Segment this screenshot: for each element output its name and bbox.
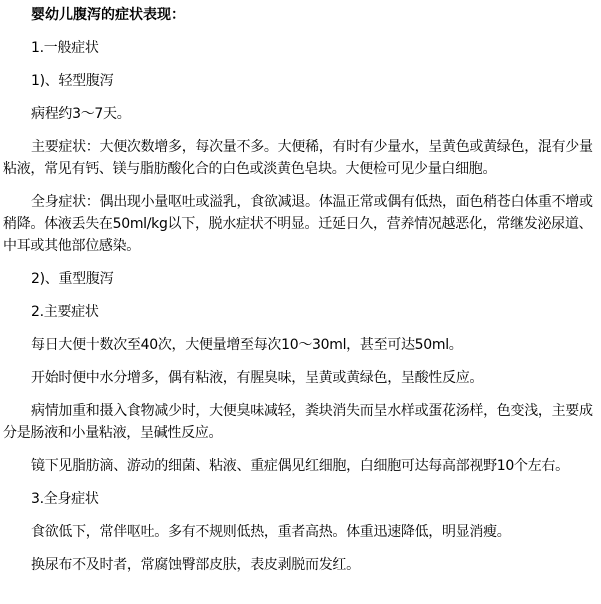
section-heading-main: 2.主要症状 [31, 304, 99, 320]
paragraph-systemic-symptoms: 全身症状：偶出现小量呕吐或溢乳，食欲减退。体温正常或偶有低热，面色稍苍白体重不增或稍降。体液丢失在50ml/kg以下，脱水症状不明显。迁延日久，营养情况越恶化，常继发泌尿道、中耳或其他部位感染。 [3, 194, 593, 254]
section-heading-systemic: 3.全身症状 [31, 491, 99, 507]
subsection-heading-severe: 2)、重型腹泻 [31, 271, 114, 287]
paragraph-frequency: 每日大便十数次至40次，大便量增至每次10～30ml，甚至可达50ml。 [31, 337, 463, 353]
paragraph-onset: 开始时便中水分增多，偶有粘液，有腥臭味，呈黄或黄绿色，呈酸性反应。 [31, 370, 484, 386]
paragraph-worsening: 病情加重和摄入食物减少时，大便臭味减轻，粪块消失而呈水样或蛋花汤样，色变浅，主要成分是肠液和小量粘液，呈碱性反应。 [3, 403, 593, 441]
paragraph-microscopy: 镜下见脂肪滴、游动的细菌、粘液、重症偶见红细胞，白细胞可达每高部视野10个左右。 [31, 458, 569, 474]
subsection-heading-mild: 1)、轻型腹泻 [31, 73, 114, 89]
paragraph-duration: 病程约3～7天。 [31, 106, 131, 122]
section-heading-general: 1.一般症状 [31, 40, 99, 56]
article-title: 婴幼儿腹泻的症状表现： [31, 7, 185, 23]
paragraph-diaper: 换尿布不及时者，常腐蚀臀部皮肤，表皮剥脱而发红。 [31, 557, 360, 573]
paragraph-appetite: 食欲低下，常伴呕吐。多有不规则低热，重者高热。体重迅速降低，明显消瘦。 [31, 524, 511, 540]
paragraph-main-symptoms: 主要症状：大便次数增多，每次量不多。大便稀，有时有少量水，呈黄色或黄绿色，混有少量粘液，常见有钙、镁与脂肪酸化合的白色或淡黄色皂块。大便检可见少量白细胞。 [3, 139, 593, 177]
